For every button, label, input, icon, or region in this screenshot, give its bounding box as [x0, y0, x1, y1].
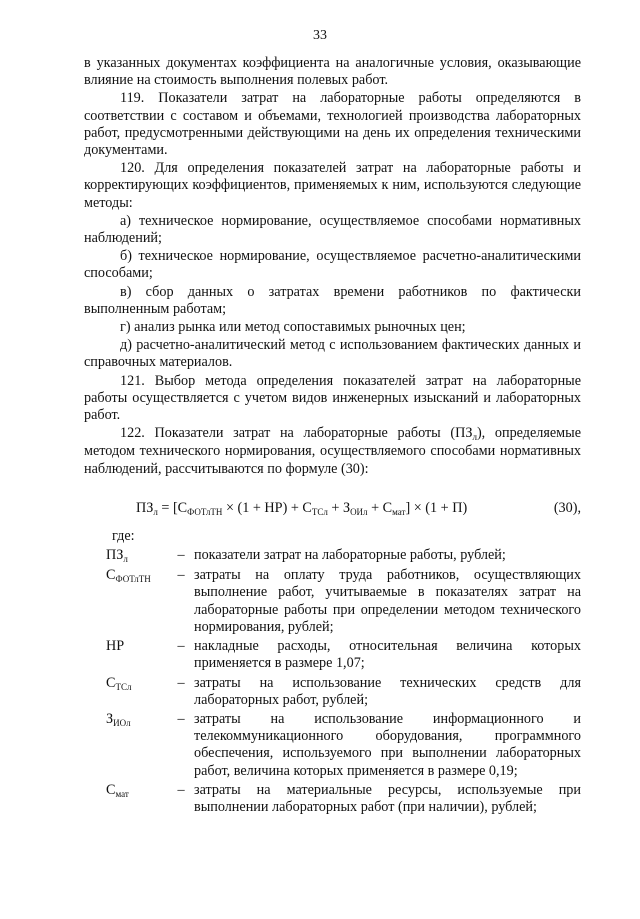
- definition-text: накладные расходы, относительная величина которых применяется в размере 1,07;: [194, 638, 581, 672]
- symbol-sub: ТСл: [115, 681, 132, 692]
- definition-symbol: [84, 711, 168, 780]
- formula-lhs: ПЗ: [136, 499, 154, 516]
- definition-text: затраты на использование информационного и телекоммуникационного оборудования, программного обеспечения, используемого при выполнении лабораторных работ, величина которых применяется в размере 0,19;: [194, 710, 581, 779]
- method-g: г) анализ рынка или метод сопоставимых рыночных цен;: [120, 319, 466, 336]
- where-label: где:: [112, 527, 135, 544]
- formula-lhs-sub: л: [153, 506, 158, 517]
- formula-part: ] × (1 + П): [405, 499, 468, 516]
- formula-part: × (1 + НР) + С: [222, 499, 312, 516]
- definition-item: [84, 547, 581, 565]
- document-body: [84, 55, 581, 818]
- formula-expression: [136, 500, 467, 518]
- symbol-sub: ФОТлТН: [115, 574, 151, 585]
- method-b: б) техническое нормирование, осуществляемое расчетно-аналитическими способами;: [84, 248, 581, 282]
- definition-symbol: [84, 547, 168, 565]
- definition-symbol: [84, 782, 168, 816]
- paragraph-119: 119. Показатели затрат на лабораторные работы определяются в соответствии с составом и объемами, технологией производства лабораторных работ, предусмотренными действующими на день их определения техническими документами.: [84, 90, 581, 159]
- definitions-list: [84, 547, 581, 816]
- method-v: в) сбор данных о затратах времени работников по фактически выполненным работам;: [84, 283, 581, 317]
- formula-sub: ТСл: [311, 506, 328, 517]
- method-d: д) расчетно-аналитический метод с использованием фактических данных и справочных материалов.: [84, 337, 581, 371]
- formula-part: + С: [367, 499, 393, 516]
- definition-dash: –: [177, 710, 185, 727]
- symbol-main: НР: [106, 638, 125, 655]
- paragraph-continuation: в указанных документах коэффициента на аналогичные условия, оказывающие влияние на стоимость выполнения полевых работ.: [84, 55, 581, 89]
- symbol-sub: мат: [115, 788, 129, 799]
- symbol-main: З: [106, 710, 114, 727]
- definition-text: затраты на материальные ресурсы, используемые при выполнении лабораторных работ (при наличии), рублей;: [194, 781, 581, 815]
- paragraph-122: [84, 425, 581, 478]
- definition-item: [84, 638, 581, 672]
- definition-dash: –: [177, 567, 185, 584]
- symbol-main: С: [106, 781, 116, 798]
- paragraph-120: 120. Для определения показателей затрат на лабораторные работы и корректирующих коэффициентов, применяемых к ним, используются следующие методы:: [84, 160, 581, 211]
- definition-dash: –: [177, 674, 185, 691]
- definition-symbol: [84, 567, 168, 636]
- formula-sub: мат: [392, 506, 406, 517]
- definition-item: [84, 675, 581, 709]
- method-a: а) техническое нормирование, осуществляемое способами нормативных наблюдений;: [84, 212, 581, 247]
- page-number: 33: [313, 28, 327, 43]
- formula-30: [84, 488, 581, 528]
- symbol-main: С: [106, 567, 116, 584]
- formula-number: (30),: [553, 499, 581, 516]
- definition-item: [84, 782, 581, 816]
- definition-text: показатели затрат на лабораторные работы, рублей;: [194, 547, 506, 564]
- paragraph-121: 121. Выбор метода определения показателей затрат на лабораторные работы осуществляется с учетом видов инженерных изысканий и лабораторных работ.: [84, 372, 581, 424]
- formula-part: + З: [327, 499, 351, 516]
- definition-item: [84, 711, 581, 780]
- symbol-main: С: [106, 674, 116, 691]
- definition-symbol: [84, 638, 168, 672]
- symbol-sub: л: [123, 554, 128, 565]
- formula-sub: ОИл: [350, 506, 368, 517]
- definition-item: [84, 567, 581, 636]
- paragraph-122-part1: 122. Показатели затрат на лабораторные работы (ПЗ: [120, 425, 473, 442]
- definition-dash: –: [177, 547, 185, 564]
- definition-text: затраты на использование технических средств для лабораторных работ, рублей;: [194, 674, 581, 708]
- definition-symbol: [84, 675, 168, 709]
- formula-part: = [С: [157, 499, 188, 516]
- symbol-main: ПЗ: [106, 547, 124, 564]
- formula-sub: ФОТлТН: [187, 506, 223, 517]
- paragraph-122-part2: ), определяемые методом технического нормирования, осуществляемого способами нормативных наблюдений, рассчитываются по формуле (30):: [84, 425, 581, 477]
- definition-dash: –: [177, 781, 185, 798]
- definition-text: затраты на оплату труда работников, осуществляющих выполнение работ, учитываемые в показателях затрат на лабораторные работы при определении методом технического нормирования, рублей;: [194, 567, 581, 635]
- definition-dash: –: [177, 638, 185, 655]
- paragraph-122-sub: л: [472, 432, 477, 443]
- symbol-sub: ИОл: [113, 717, 131, 728]
